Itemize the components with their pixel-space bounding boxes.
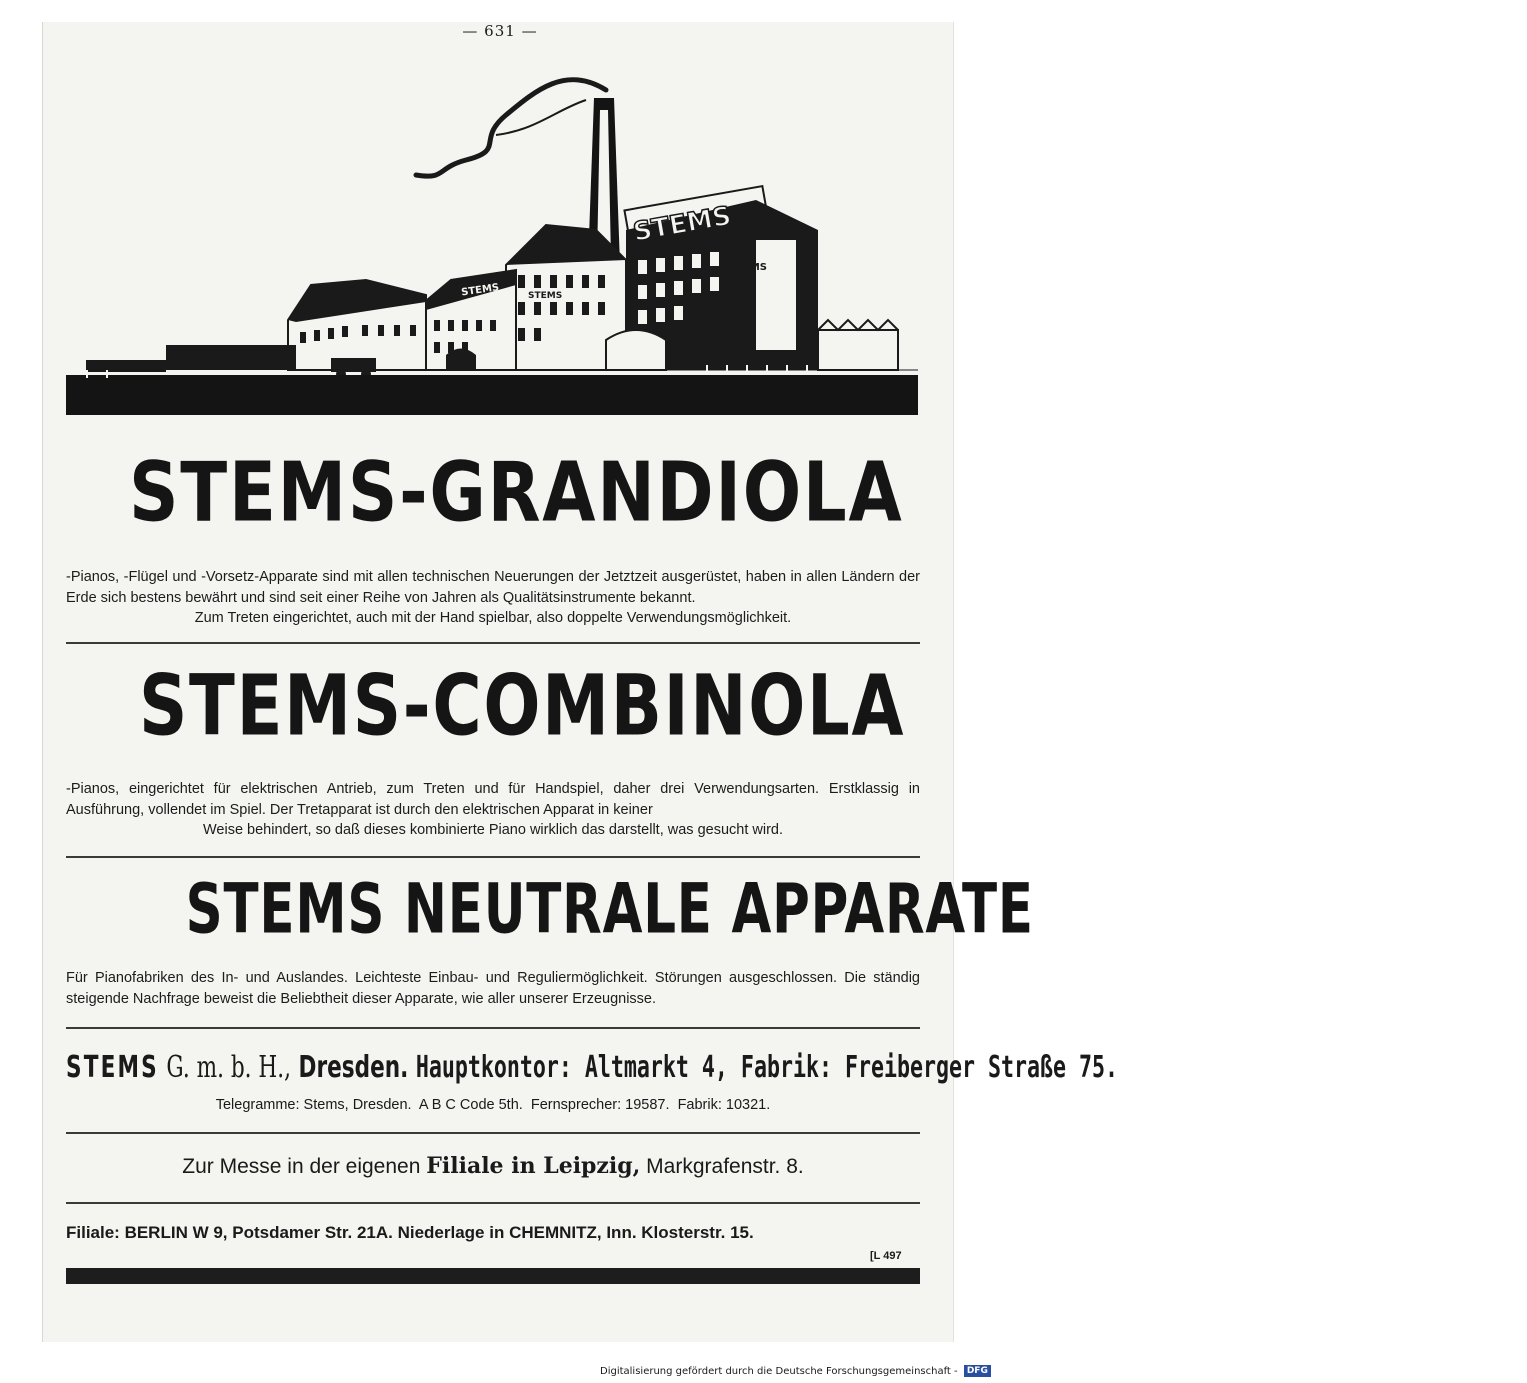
phone: Fernsprecher: 19587. [530,1097,670,1113]
heading-neutrale: STEMS NEUTRALE APPARATE [185,868,1034,950]
factory-phone: Fabrik: 10321. [677,1097,771,1113]
heading-combinola: STEMS-COMBINOLA [138,656,906,755]
roof-sign: STEMS [630,201,734,248]
company-address: Hauptkontor: Altmarkt 4, Fabrik: Freiberger Straße 75. [415,1050,1119,1085]
divider-4 [66,1132,920,1134]
left-sign: STEMS [460,282,500,299]
text-grandiola [66,567,920,629]
sheds-right [818,330,898,370]
divider-3 [66,1027,920,1029]
bottom-bar [66,1268,920,1284]
center-sign: STEMS [528,291,563,301]
company-name: STEMS [66,1050,159,1085]
ground-band [66,375,918,415]
messe-line [66,1153,920,1179]
vertical-sign: STEMS [729,262,768,273]
company-city: Dresden. [298,1050,409,1085]
divider-5 [66,1202,920,1204]
heading-grandiola: STEMS-GRANDIOLA [129,444,904,540]
reference-number: [L 497 [870,1250,902,1262]
contact-line [66,1097,920,1113]
truck [331,358,376,372]
factory-illustration [66,70,918,415]
divider-2 [66,856,920,858]
smoke-plume [416,80,606,177]
messe-prefix: Zur Messe in der eigenen [182,1155,421,1178]
text-combinola-last: Weise behindert, so daß dieses kombinierte Piano wirklich das darstellt, was gesucht wird. [203,822,783,838]
text-neutrale: Für Pianofabriken des In- und Auslandes. Leichteste Einbau- und Reguliermöglichkeit. Störungen ausgeschlossen. Die ständig steigende Nachfrage beweist die Beliebtheit dieser Apparate, wie aller unserer Erzeugnisse. [66,970,920,1007]
messe-suffix: Markgrafenstr. 8. [646,1155,804,1178]
text-grandiola-main: -Pianos, -Flügel und -Vorsetz-Apparate sind mit allen technischen Neuerungen der Jetztzeit ausgerüstet, haben in allen Ländern der Erde sich bestens bewährt und sind seit einer Reihe von Jahren als Qualitätsinstrumente bekannt. [66,569,920,606]
branches-line: Filiale: BERLIN W 9, Potsdamer Str. 21A. Niederlage in CHEMNITZ, Inn. Klosterstr. 15. [66,1223,754,1242]
messe-highlight: Filiale in Leipzig, [426,1153,641,1179]
text-combinola [66,779,920,841]
text-combinola-main: -Pianos, eingerichtet für elektrischen Antrieb, zum Treten und für Handspiel, daher drei Verwendungsarten. Erstklassig in Ausführung, vollendet im Spiel. Der Tretapparat ist durch den elektrischen Apparat in keiner [66,781,920,818]
dfg-logo: DFG [964,1365,991,1377]
company-address-line [66,1050,1119,1085]
page-number: — 631 — [462,22,538,40]
divider-1 [66,642,920,644]
abc-code: A B C Code 5th. [418,1097,523,1113]
text-grandiola-last: Zum Treten eingerichtet, auch mit der Hand spielbar, also doppelte Verwendungsmöglichkeit. [194,610,792,626]
company-address-text [66,1050,1118,1085]
company-form: G. m. b. H., [166,1050,291,1085]
footer-text: Digitalisierung gefördert durch die Deutsche Forschungsgemeinschaft - [600,1366,958,1377]
gatehouse [606,330,666,370]
telegrams: Telegramme: Stems, Dresden. [215,1097,412,1113]
sheds-left [166,345,296,370]
dfg-footer [600,1365,991,1377]
